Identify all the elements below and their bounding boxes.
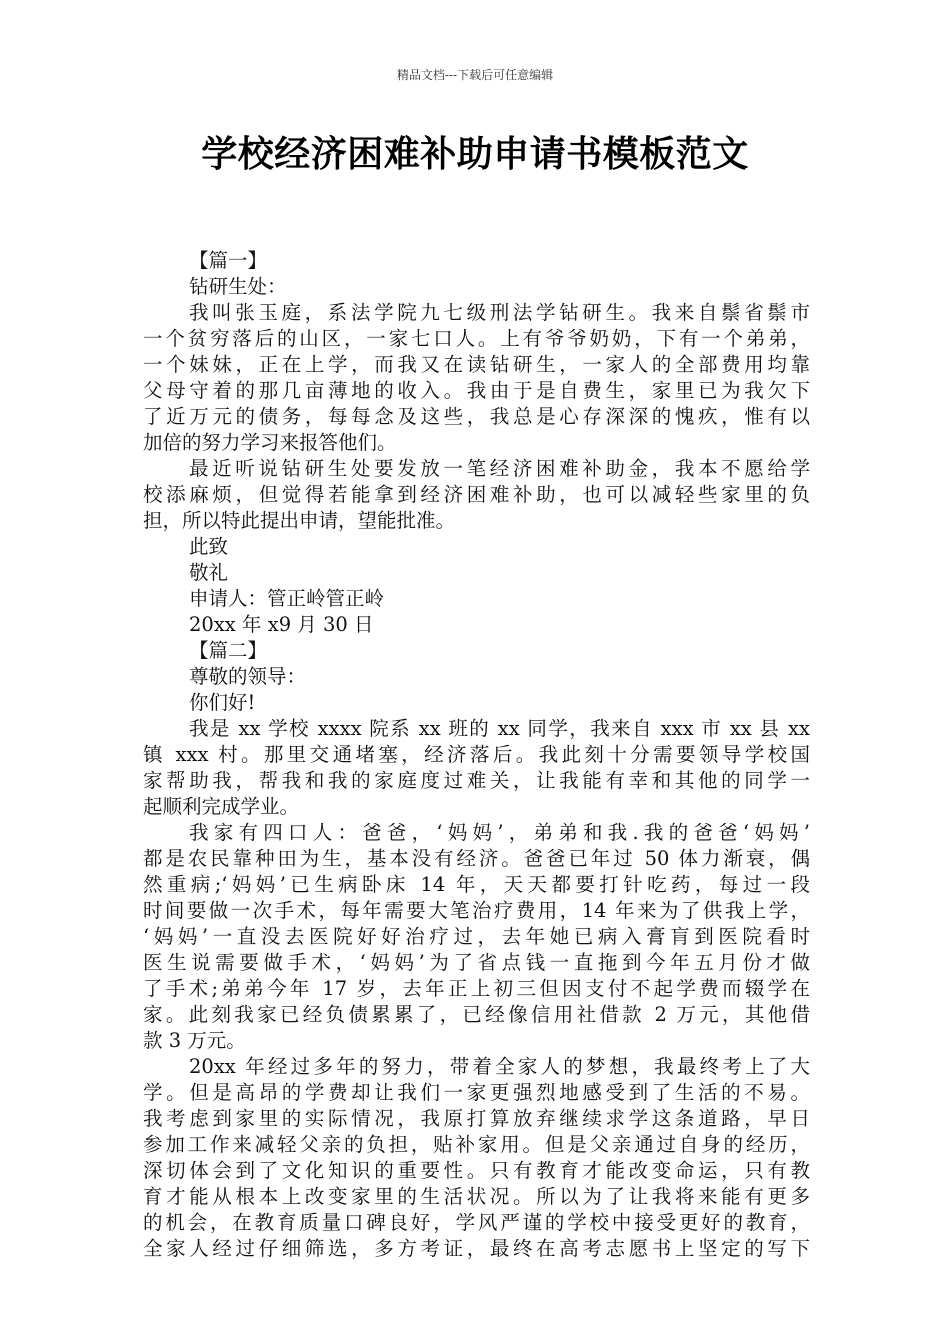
document-body [143,248,810,1262]
body-line: 的机会，在教育质量口碑良好，学风严谨的学校中接受更好的教育， [143,1211,810,1234]
body-line: 我家有四口人：爸爸，‘妈妈’，弟弟和我.我的爸爸‘妈妈’ [189,821,810,844]
body-line: 了近万元的债务，每每念及这些，我总是心存深深的愧疚，惟有以 [143,405,810,428]
body-line: 担，所以特此提出申请，望能批准。 [143,509,456,532]
body-line: 加倍的努力学习来报答他们。 [143,431,397,454]
body-line: 起顺利完成学业。 [143,795,300,818]
body-line: 家。此刻我家已经负债累累了，已经像信用社借款 2 万元，其他借 [143,1003,810,1026]
body-line: 我是 xx 学校 xxxx 院系 xx 班的 xx 同学，我来自 xxx 市 xx 县 xx [189,717,810,740]
body-line: 此致 [189,535,229,558]
body-line: 敬礼 [189,561,229,584]
body-line: 医生说需要做手术，‘妈妈’为了省点钱一直拖到今年五月份才做 [143,951,810,974]
body-line: 20xx 年经过多年的努力，带着全家人的梦想，我最终考上了大 [189,1055,810,1078]
body-line: 都是农民靠种田为生，基本没有经济。爸爸已年过 50 体力渐衰，偶 [143,847,810,870]
body-line: 【篇二】 [189,639,268,662]
body-line: 20xx 年 x9 月 30 日 [189,613,374,636]
body-line: 全家人经过仔细筛选，多方考证，最终在高考志愿书上坚定的写下 [143,1237,810,1260]
body-line: ‘妈妈’一直没去医院好好治疗过，去年她已病入膏肓到医院看时 [143,925,810,948]
body-line: 家帮助我，帮我和我的家庭度过难关，让我能有幸和其他的同学一 [143,769,810,792]
document-title: 学校经济困难补助申请书模板范文 [201,133,749,175]
body-line: 一个妹妹，正在上学，而我又在读钻研生，一家人的全部费用均靠 [143,353,810,376]
body-line: 【篇一】 [189,249,268,272]
body-line: 我考虑到家里的实际情况，我原打算放弃继续求学这条道路，早日 [143,1107,810,1130]
body-line: 镇 xxx 村。那里交通堵塞，经济落后。我此刻十分需要领导学校国 [143,743,810,766]
body-line: 时间要做一次手术，每年需要大笔治疗费用，14 年来为了供我上学， [143,899,810,922]
body-line: 父母守着的那几亩薄地的收入。我由于是自费生，家里已为我欠下 [143,379,810,402]
body-line: 深切体会到了文化知识的重要性。只有教育才能改变命运，只有教 [143,1159,810,1182]
header-watermark: 精品文档---下载后可任意编辑 [396,68,554,82]
body-line: 申请人：管正岭管正岭 [189,587,385,610]
body-line: 钻研生处： [189,275,287,298]
body-line: 校添麻烦，但觉得若能拿到经济困难补助，也可以减轻些家里的负 [143,483,810,506]
body-line: 然重病;‘妈妈’已生病卧床 14 年，天天都要打针吃药，每过一段 [143,873,810,896]
body-line: 育才能从根本上改变家里的生活状况。所以为了让我将来能有更多 [143,1185,810,1208]
body-line: 款 3 万元。 [143,1029,246,1052]
body-line: 参加工作来减轻父亲的负担，贴补家用。但是父亲通过自身的经历， [143,1133,810,1156]
body-line: 尊敬的领导： [189,665,307,688]
body-line: 了手术;弟弟今年 17 岁，去年正上初三但因支付不起学费而辍学在 [143,977,810,1000]
body-line: 最近听说钻研生处要发放一笔经济困难补助金，我本不愿给学 [189,457,810,480]
body-line: 一个贫穷落后的山区，一家七口人。上有爷爷奶奶，下有一个弟弟， [143,327,810,350]
body-line: 学。但是高昂的学费却让我们一家更强烈地感受到了生活的不易。 [143,1081,810,1104]
body-line: 你们好! [189,691,256,714]
body-line: 我叫张玉庭，系法学院九七级刑法学钻研生。我来自鬃省鬃市 [189,301,810,324]
